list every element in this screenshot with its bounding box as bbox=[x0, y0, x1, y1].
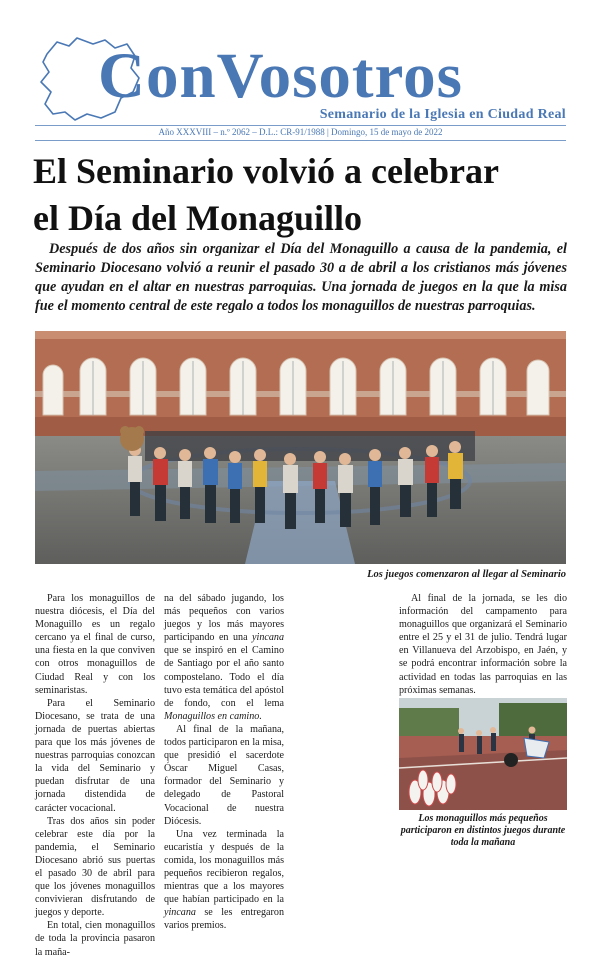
paragraph: Para el Seminario Diocesano, se trata de una jornada de puertas abiertas para que los más jóvenes de nuestras parroquias conozcan la vida del Seminario y puedan disfrutar de una jornada distendida de carácter vocacional. bbox=[35, 697, 155, 814]
paragraph: Una vez terminada la eucaristía y después de la comida, los monaguillos más pequeños recibieron regalos, mientras que a los mayores que habían participado en la yincana se les entregaron varios premios. bbox=[164, 828, 284, 932]
masthead-tagline: Semanario de la Iglesia en Ciudad Real bbox=[319, 107, 566, 122]
article-column-3 bbox=[399, 592, 567, 697]
secondary-photo bbox=[399, 698, 567, 810]
main-photo-caption: Los juegos comenzaron al llegar al Seminario bbox=[367, 569, 566, 580]
article-column-1 bbox=[35, 592, 155, 959]
article-headline bbox=[33, 148, 573, 242]
issue-meta: Año XXXVIII – n.º 2062 – D.L.: CR-91/1988 | Domingo, 15 de mayo de 2022 bbox=[158, 127, 443, 137]
secondary-photo-caption: Los monaguillos más pequeños participaron en distintos juegos durante toda la mañana bbox=[400, 813, 566, 848]
masthead-logo: ConVosotros bbox=[98, 40, 463, 112]
paragraph: Al final de la jornada, se les dio información del campamento para monaguillos que organizará el Seminario entre el 25 y el 31 de julio. Tendrá lugar en Villanueva del Arzobispo, en Jaén, y se podrá encontrar información sobre la actividad en todas las parroquias en las próximas semanas. bbox=[399, 593, 567, 696]
paragraph: Tras dos años sin poder celebrar este día por la pandemia, el Seminario Diocesano abrió sus puertas el pasado 30 de abril para que los jóvenes monaguillos convivieran disfrutando de juegos y deporte. bbox=[35, 815, 155, 919]
article-lede: Después de dos años sin organizar el Día del Monaguillo a causa de la pandemia, el Seminario Diocesano volvió a reunir el pasado 30 a de abril a los cristianos más jóvenes que ayudan en el altar en nuestras parroquias. Una jornada de juegos en la que la misa fue el momento central de este regalo a todos los monaguillos de nuestras parroquias. bbox=[35, 241, 567, 314]
headline-line: el Día del Monaguillo bbox=[33, 198, 363, 238]
paragraph: na del sábado jugando, los más pequeños con varios juegos y los más mayores participando en una yincana que se inspiró en el Camino de Santiago por el año santo compostelano. Todo el día tuvo esta temática del apóstol de fondo, con el lema Monaguillos en camino. bbox=[164, 593, 284, 722]
masthead-rule bbox=[35, 140, 566, 141]
headline-line: El Seminario volvió a celebrar bbox=[33, 151, 499, 191]
paragraph: Al final de la mañana, todos participaron en la misa, que presidió el sacerdote Óscar Miguel Casas, formador del Seminario y delegado de Pastoral Vocacional de nuestra Diócesis. bbox=[164, 723, 284, 827]
paragraph: Para los monaguillos de nuestra diócesis, el Día del Monaguillo es un regalo cercano ya el final de curso, una fiesta en la que conviven con otros monaguillos de Ciudad Real y con los seminaristas. bbox=[35, 593, 155, 696]
main-photo bbox=[35, 331, 566, 564]
article-column-2 bbox=[164, 592, 284, 932]
paragraph: En total, cien monaguillos de toda la provincia pasaron la maña- bbox=[35, 920, 155, 958]
masthead-rule bbox=[35, 125, 566, 126]
